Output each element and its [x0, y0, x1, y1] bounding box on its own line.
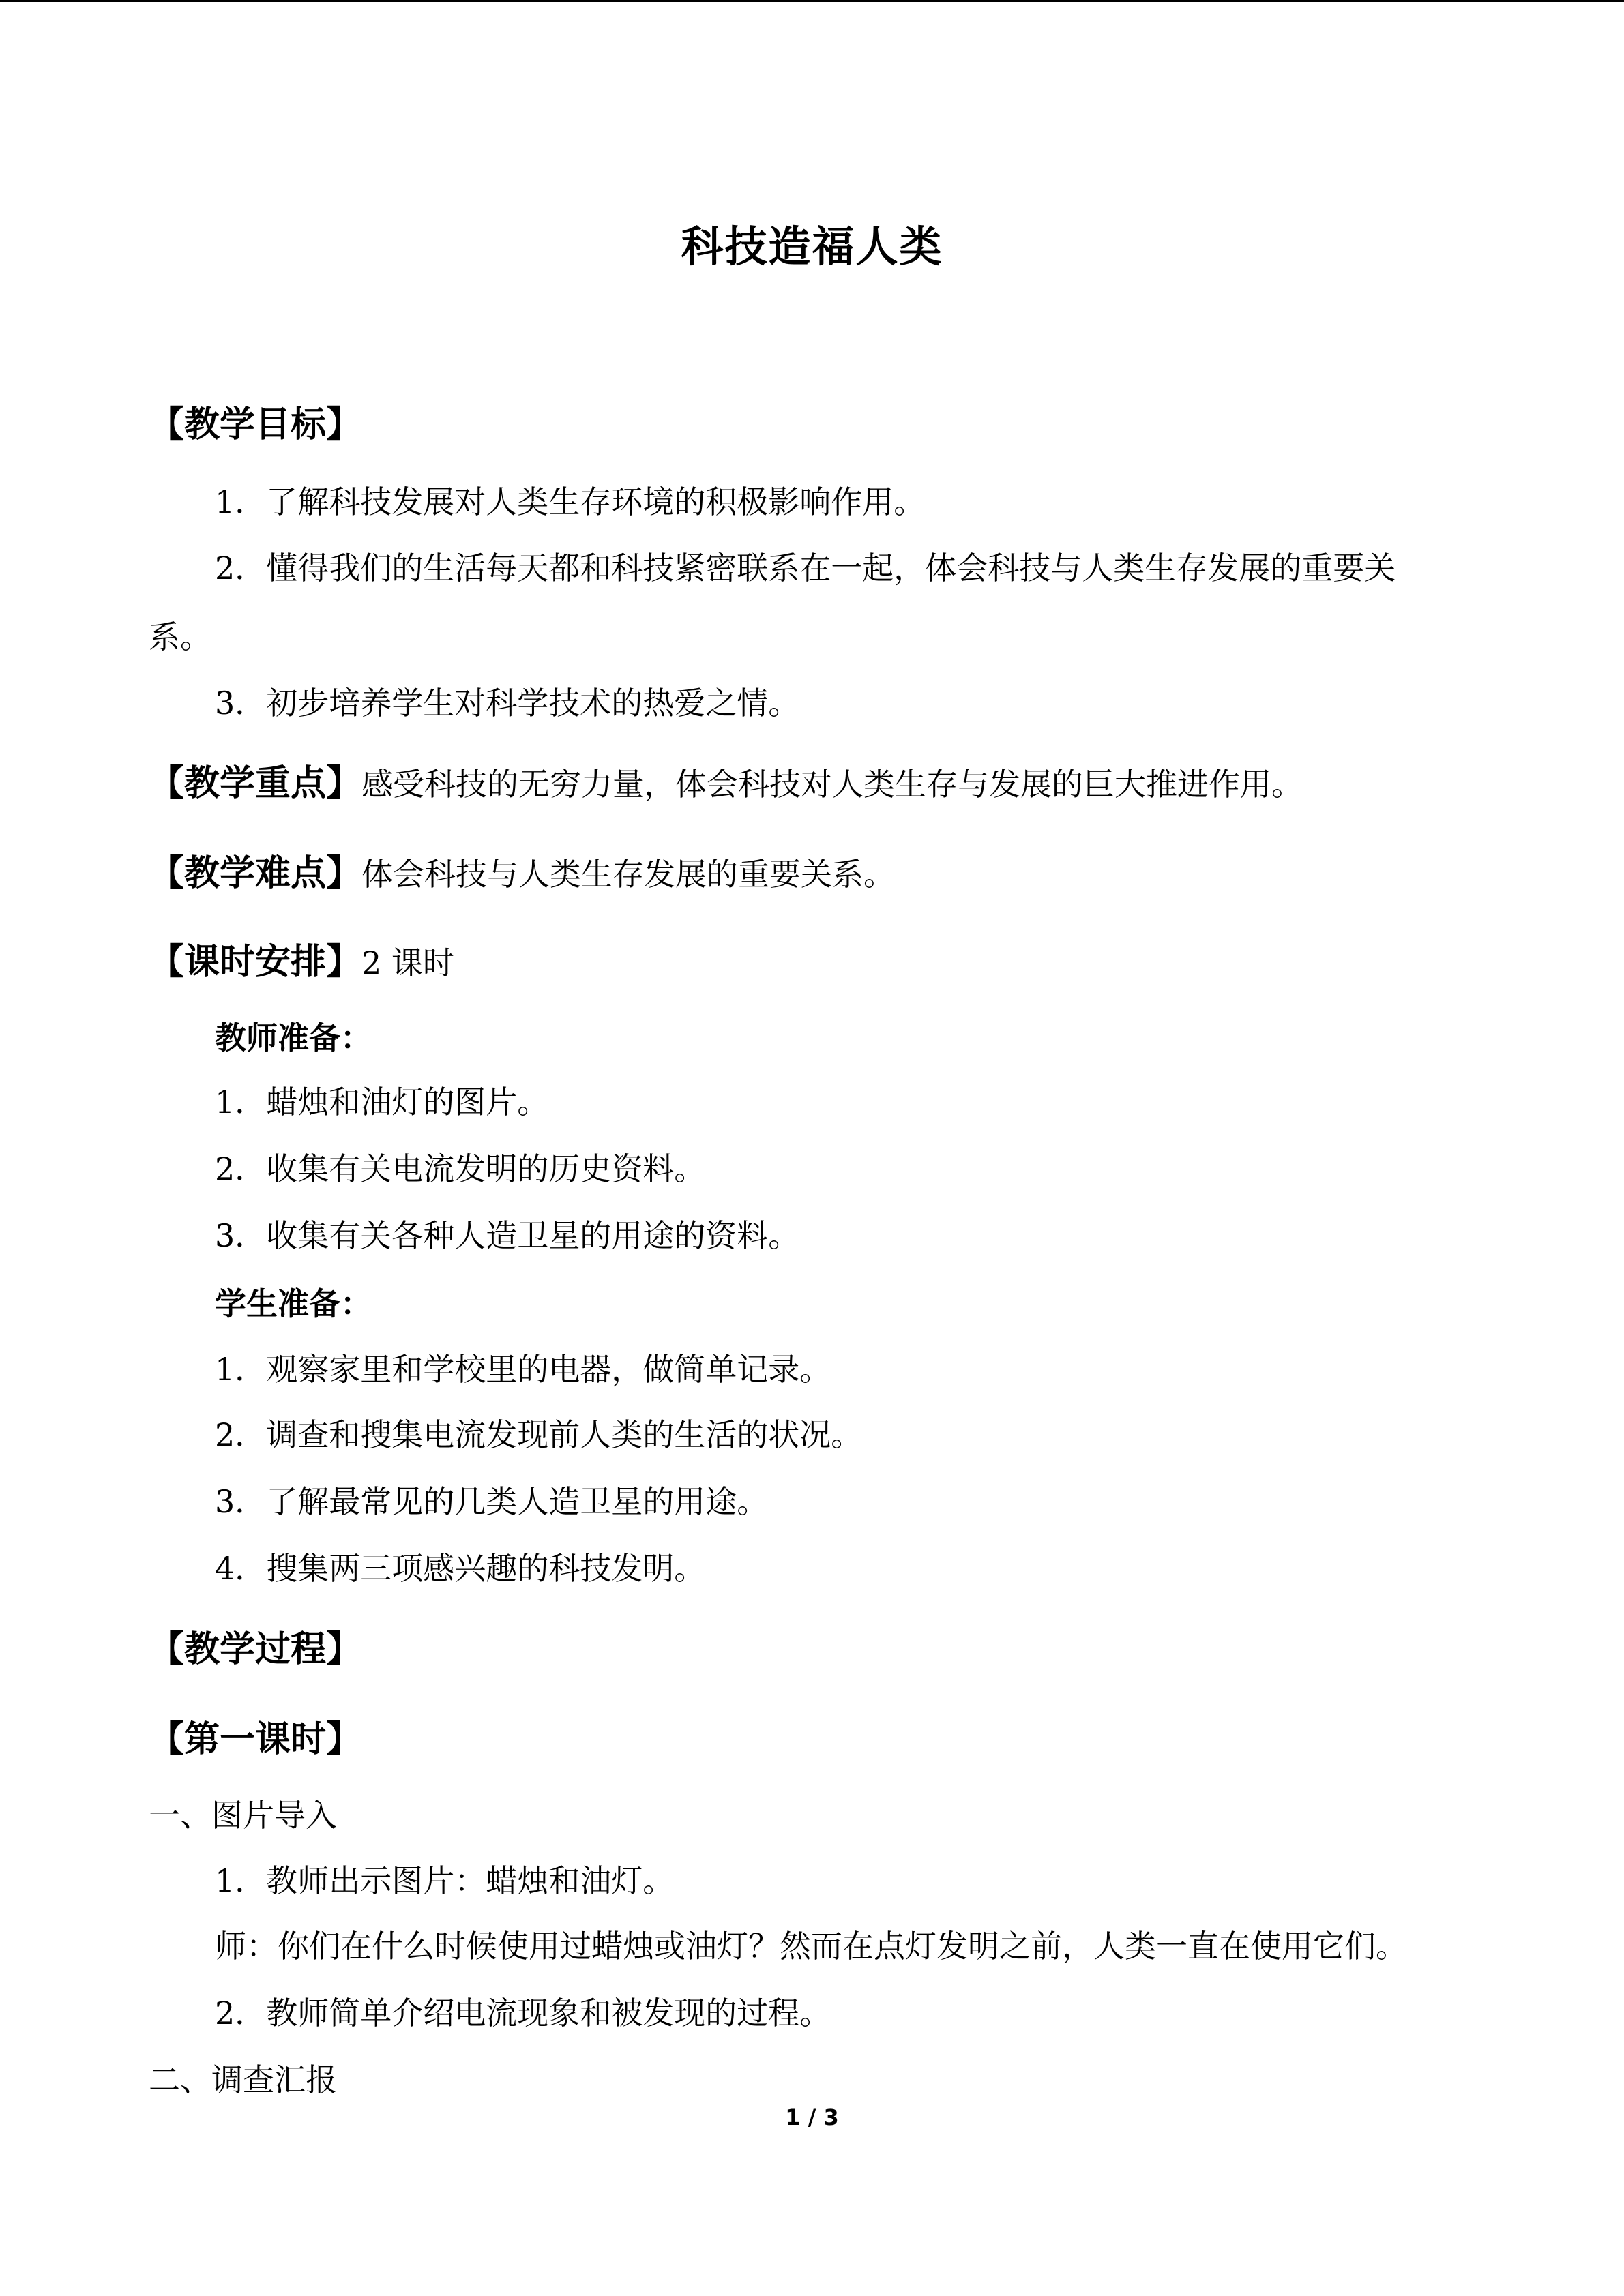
objective-item: 2．懂得我们的生活每天都和科技紧密联系在一起，体会科技与人类生存发展的重要关 [215, 550, 1396, 586]
lesson1-heading: 【第一课时】 [149, 1719, 362, 1760]
schedule-text: 2 课时 [361, 944, 454, 981]
key-points-row [149, 754, 1303, 805]
section1-line: 1．教师出示图片：蜡烛和油灯。 [215, 1862, 675, 1899]
key-points-heading: 【教学重点】 [149, 763, 362, 804]
objective-item-continuation: 系。 [149, 618, 211, 655]
teacher-prep-item: 2．收集有关电流发明的历史资料。 [215, 1150, 706, 1187]
difficulties-row [149, 844, 895, 895]
student-prep-item: 1．观察家里和学校里的电器，做简单记录。 [215, 1351, 831, 1388]
objectives-heading: 【教学目标】 [149, 404, 362, 445]
difficulties-text: 体会科技与人类生存发展的重要关系。 [361, 856, 896, 893]
process-heading: 【教学过程】 [149, 1629, 362, 1670]
schedule-row [149, 933, 454, 984]
student-prep-item: 2．调查和搜集电流发现前人类的生活的状况。 [215, 1416, 863, 1453]
objective-item: 1．了解科技发展对人类生存环境的积极影响作用。 [215, 483, 926, 520]
objective-item: 3．初步培养学生对科学技术的热爱之情。 [215, 685, 800, 721]
teacher-prep-heading: 教师准备： [215, 1019, 372, 1056]
page-number: 1 / 3 [785, 2104, 839, 2130]
student-prep-heading: 学生准备： [215, 1285, 372, 1322]
section1-title: 一、图片导入 [149, 1797, 337, 1834]
document-title: 科技造福人类 [681, 222, 943, 271]
section1-line: 师：你们在什么时候使用过蜡烛或油灯？然而在点灯发明之前，人类一直在使用它们。 [215, 1928, 1407, 1965]
section2-title: 二、调查汇报 [149, 2061, 337, 2098]
teacher-prep-item: 3．收集有关各种人造卫星的用途的资料。 [215, 1217, 800, 1254]
key-points-text: 感受科技的无穷力量，体会科技对人类生存与发展的巨大推进作用。 [361, 766, 1303, 803]
difficulties-heading: 【教学难点】 [149, 853, 362, 894]
schedule-heading: 【课时安排】 [149, 942, 362, 983]
section1-line: 2．教师简单介绍电流现象和被发现的过程。 [215, 1995, 831, 2031]
teacher-prep-item: 1．蜡烛和油灯的图片。 [215, 1084, 549, 1120]
student-prep-item: 4．搜集两三项感兴趣的科技发明。 [215, 1550, 706, 1587]
top-border-line [0, 0, 1624, 2]
student-prep-item: 3．了解最常见的几类人造卫星的用途。 [215, 1483, 769, 1520]
